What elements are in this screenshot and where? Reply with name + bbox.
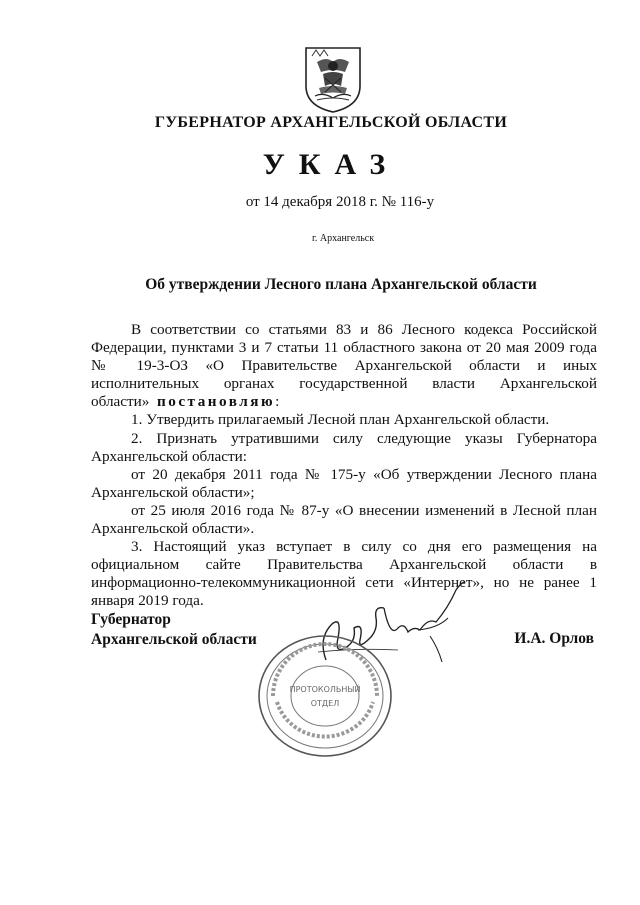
document-city: г. Архангельск [311,233,375,244]
item-3: 3. Настоящий указ вступает в силу со дня его размещения на официальном сайте Правительства Архангельской области в информационно-телекоммуникационной сети «Интернет», но не ранее 1 января 2019 года. [91,538,597,610]
item-2a: от 20 декабря 2011 года № 175-у «Об утверждении Лесного плана Архангельской области»; [91,465,597,501]
signer-title-line-2: Архангельской области [91,631,257,648]
document-body [91,321,597,611]
document-type: УКАЗ [262,148,400,181]
signer-position [91,610,257,650]
document-date-number: от 14 декабря 2018 г. № 116-у [245,194,435,210]
signer-title-line-1: Губернатор [91,611,171,628]
item-2b: от 25 июля 2016 года № 87-у «О внесении изменений в Лесной план Архангельской области». [91,501,597,538]
coat-of-arms-emblem [303,46,363,114]
item-1: 1. Утвердить прилагаемый Лесной план Архангельской области. [131,411,550,429]
document-title: Об утверждении Лесного плана Архангельской области [145,276,537,293]
stamp-label: ПРОТОКОЛЬНЫЙ [289,685,361,694]
item-2: 2. Признать утратившими силу следующие указы Губернатора Архангельской области: [91,429,597,465]
official-stamp [255,632,395,760]
intro-paragraph [91,321,597,411]
intro-end: : [275,393,280,411]
decree-keyword: постановляю [156,393,276,411]
stamp-label-2: ОТДЕЛ [310,699,340,708]
intro-text: В соответствии со статьями 83 и 86 Лесного кодекса Российской Федерации, пунктами 3 и 7 статьи 11 областного закона от 20 мая 2009 года № 19-3-ОЗ «О Правительстве Архангельской области и иных исполнительных органах государственной власти Архангельской области» [91,321,597,411]
issuing-authority: ГУБЕРНАТОР АРХАНГЕЛЬСКОЙ ОБЛАСТИ [154,114,508,131]
signer-name: И.А. Орлов [514,630,594,647]
